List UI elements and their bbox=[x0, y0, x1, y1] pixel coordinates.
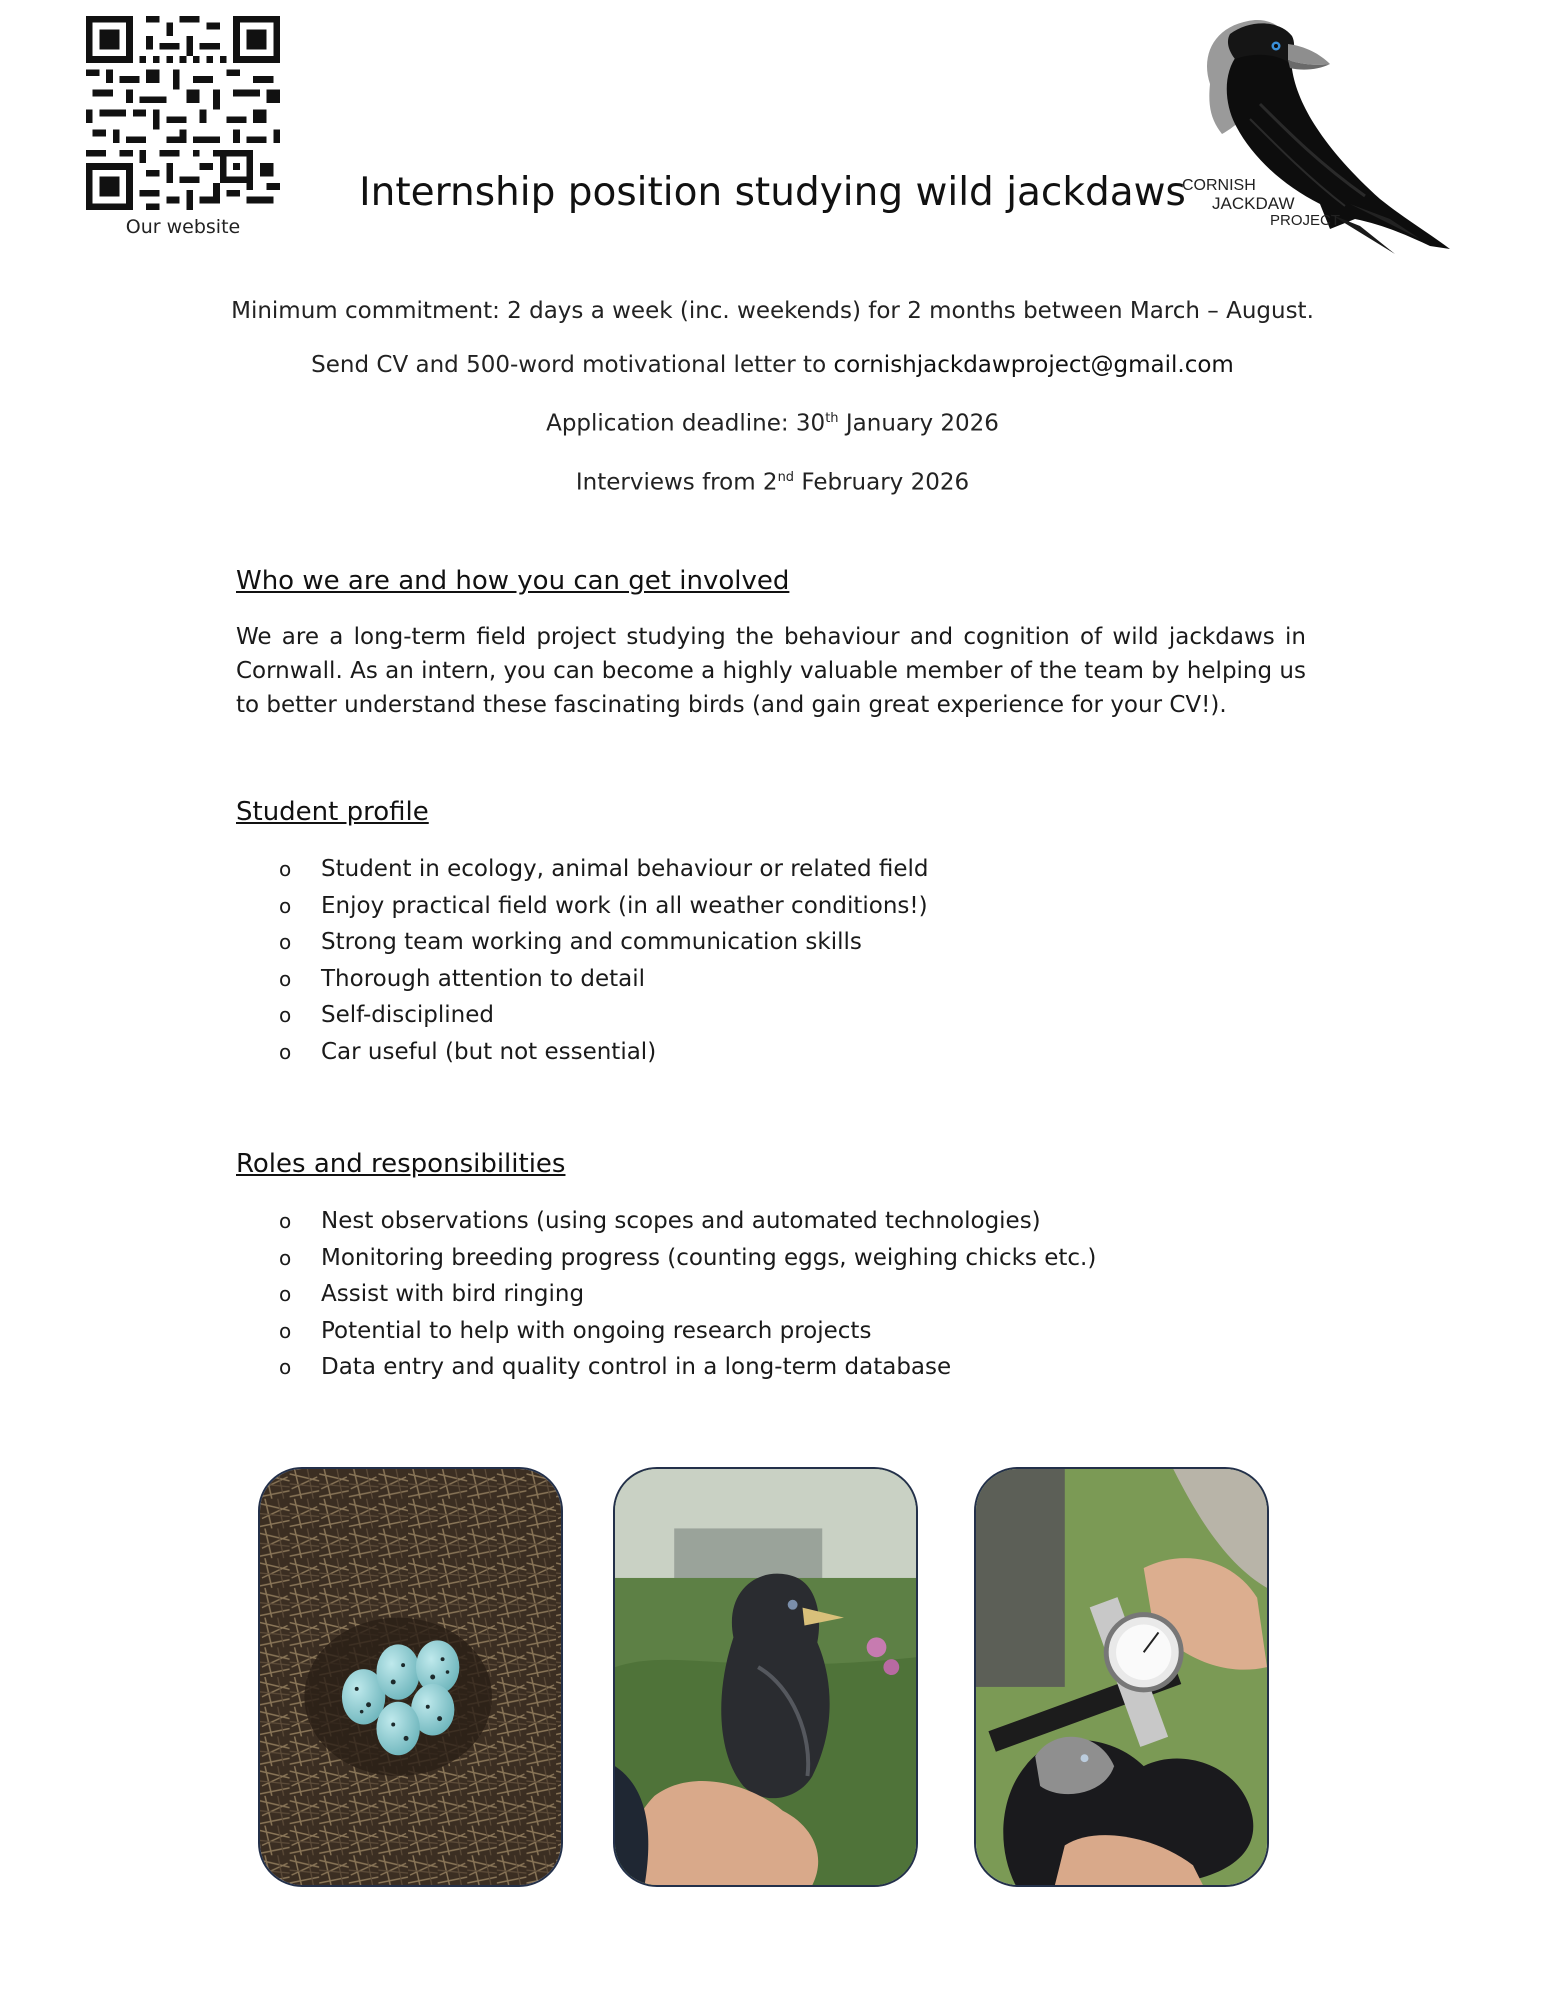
list-item-text: Assist with bird ringing bbox=[321, 1281, 585, 1308]
list-item-text: Thorough attention to detail bbox=[321, 965, 646, 992]
list-item-text: Student in ecology, animal behaviour or related field bbox=[321, 856, 929, 882]
roles-section bbox=[236, 1149, 1306, 1386]
deadline-date-rest: January 2026 bbox=[838, 410, 999, 437]
send-cv-line bbox=[0, 352, 1545, 378]
who-heading: Who we are and how you can get involved bbox=[236, 566, 790, 596]
student-profile-section bbox=[236, 797, 1306, 1071]
qr-caption: Our website bbox=[125, 216, 241, 238]
roles-heading: Roles and responsibilities bbox=[236, 1149, 566, 1179]
list-item-text: Nest observations (using scopes and automated technologies) bbox=[321, 1208, 1041, 1234]
interviews-ordinal: nd bbox=[777, 469, 795, 485]
send-cv-text: Send CV and 500-word motivational letter to bbox=[311, 352, 834, 378]
list-item bbox=[279, 1203, 1306, 1240]
logo-text-line3: PROJECT bbox=[1270, 212, 1341, 229]
deadline-text: Application deadline: 30 bbox=[546, 410, 826, 437]
bullet-icon: o bbox=[279, 930, 292, 955]
who-we-are-section bbox=[236, 566, 1306, 722]
jackdaw-chick-photo bbox=[613, 1467, 918, 1887]
list-item bbox=[279, 1240, 1306, 1277]
list-item bbox=[279, 1276, 1306, 1313]
deadline-line bbox=[0, 406, 1545, 437]
who-body: We are a long-term field project studying the behaviour and cognition of wild jackdaws in Cornwall. As an intern, you can become a highly valuable member of the team by helping us to better understand these fascinating birds (and gain great experience for your CV!). bbox=[236, 624, 1306, 718]
list-item bbox=[279, 888, 1306, 925]
list-item-text: Data entry and quality control in a long-term database bbox=[321, 1354, 952, 1381]
list-item bbox=[279, 1313, 1306, 1350]
list-item-text: Enjoy practical field work (in all weather conditions!) bbox=[321, 892, 928, 919]
logo-text-line1: CORNISH bbox=[1182, 177, 1256, 194]
ringing-measurement-photo bbox=[974, 1467, 1269, 1887]
interviews-date-rest: February 2026 bbox=[794, 469, 970, 496]
list-item-text: Strong team working and communication skills bbox=[321, 929, 862, 956]
list-item bbox=[279, 1034, 1306, 1071]
bullet-icon: o bbox=[279, 1355, 292, 1380]
list-item-text: Self-disciplined bbox=[321, 1002, 494, 1029]
page-title: Internship position studying wild jackdaws bbox=[359, 170, 1186, 215]
bullet-icon: o bbox=[279, 1003, 292, 1028]
bullet-icon: o bbox=[279, 966, 292, 991]
bullet-icon: o bbox=[279, 1282, 292, 1307]
logo-text-line2: JACKDAW bbox=[1212, 194, 1295, 213]
interviews-text: Interviews from 2 bbox=[575, 469, 778, 496]
commitment-text: Minimum commitment: 2 days a week (inc. weekends) for 2 months between March – August. bbox=[231, 298, 1314, 324]
list-item bbox=[279, 1349, 1306, 1386]
nest-eggs-photo bbox=[258, 1467, 563, 1887]
list-item-text: Monitoring breeding progress (counting eggs, weighing chicks etc.) bbox=[321, 1244, 1097, 1271]
list-item bbox=[279, 851, 1306, 888]
cornish-jackdaw-project-logo bbox=[1180, 14, 1460, 264]
list-item-text: Potential to help with ongoing research projects bbox=[321, 1317, 872, 1344]
list-item-text: Car useful (but not essential) bbox=[321, 1038, 657, 1065]
email-link[interactable]: cornishjackdawproject@gmail.com bbox=[833, 352, 1234, 378]
key-info bbox=[0, 298, 1545, 523]
bullet-icon: o bbox=[279, 1245, 292, 1270]
bullet-icon: o bbox=[279, 1318, 292, 1343]
profile-heading: Student profile bbox=[236, 797, 429, 827]
list-item bbox=[279, 997, 1306, 1034]
deadline-ordinal: th bbox=[825, 411, 839, 426]
bullet-icon: o bbox=[279, 1039, 292, 1064]
interviews-line bbox=[0, 465, 1545, 496]
bullet-icon: o bbox=[279, 857, 292, 881]
profile-list bbox=[236, 851, 1306, 1071]
bullet-icon: o bbox=[279, 1209, 292, 1233]
bullet-icon: o bbox=[279, 893, 292, 918]
list-item bbox=[279, 924, 1306, 961]
roles-list bbox=[236, 1203, 1306, 1386]
list-item bbox=[279, 961, 1306, 998]
